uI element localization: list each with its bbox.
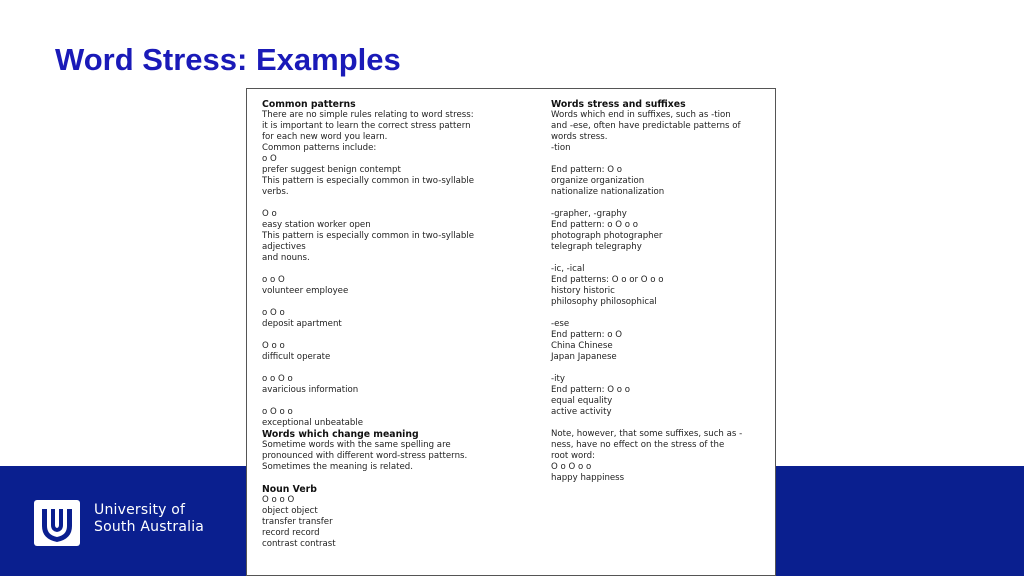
text-line: O o [262,209,277,219]
text-line: o O o o [262,407,293,417]
text-line: O o O o o [551,462,592,472]
text-line: Note, however, that some suffixes, such as - [551,429,743,439]
text-line: -ese [551,319,570,329]
slide-title: Word Stress: Examples [55,42,401,77]
text-line: organize organization [551,176,645,186]
text-line: o o O [262,275,285,285]
spacer [551,198,773,209]
university-name [94,502,204,536]
text-line: -grapher, -graphy [551,209,627,219]
spacer [262,473,532,484]
spacer [262,297,532,308]
text-line: O o o O [262,495,295,505]
text-line: volunteer employee [262,286,349,296]
text-line: prefer suggest benign contempt [262,165,401,175]
spacer [551,154,773,165]
text-line: deposit apartment [262,319,342,329]
text-line: This pattern is especially common in two-syllable [262,231,475,241]
text-line: transfer transfer [262,517,333,527]
spacer [551,418,773,429]
text-line: difficult operate [262,352,331,362]
text-line: contrast contrast [262,539,336,549]
text-line: -tion [551,143,571,153]
text-line: telegraph telegraphy [551,242,642,252]
university-name-line1: University of [94,502,186,518]
text-line: object object [262,506,318,516]
text-line: Sometime words with the same spelling are [262,440,451,450]
text-line: o O o [262,308,285,318]
text-line: Japan Japanese [551,352,617,362]
document-image [246,88,776,576]
text-line: it is important to learn the correct stress pattern [262,121,471,131]
text-line: and -ese, often have predictable patterns of [551,121,741,131]
section-heading: Words stress and suffixes [551,99,686,110]
text-line: photograph photographer [551,231,663,241]
section-heading: Common patterns [262,99,356,110]
text-line: root word: [551,451,595,461]
spacer [551,253,773,264]
text-line: End pattern: O o [551,165,623,175]
text-line: exceptional unbeatable [262,418,364,428]
text-line: Common patterns include: [262,143,377,153]
text-line: philosophy philosophical [551,297,657,307]
text-line: There are no simple rules relating to word stress: [262,110,474,120]
text-line: End pattern: o O [551,330,623,340]
university-name-line2: South Australia [94,519,205,535]
spacer [262,264,532,275]
spacer [262,330,532,341]
text-line: This pattern is especially common in two-syllable [262,176,475,186]
text-line: easy station worker open [262,220,371,230]
section-heading: Noun Verb [262,484,317,495]
text-line: happy happiness [551,473,625,483]
text-line: -ity [551,374,565,384]
text-line: record record [262,528,320,538]
document-right-column [551,99,773,484]
spacer [551,308,773,319]
text-line: Sometimes the meaning is related. [262,462,413,472]
text-line: active activity [551,407,612,417]
text-line: words stress. [551,132,608,142]
university-logo-icon [34,500,80,546]
spacer [262,198,532,209]
text-line: China Chinese [551,341,613,351]
text-line: End pattern: o O o o [551,220,638,230]
text-line: o O [262,154,277,164]
text-line: O o o [262,341,285,351]
spacer [262,363,532,374]
text-line: -ic, -ical [551,264,585,274]
text-line: and nouns. [262,253,310,263]
text-line: nationalize nationalization [551,187,665,197]
text-line: avaricious information [262,385,359,395]
text-line: End patterns: O o or O o o [551,275,664,285]
text-line: for each new word you learn. [262,132,388,142]
document-left-column [262,99,532,550]
spacer [262,396,532,407]
text-line: Words which end in suffixes, such as -tion [551,110,731,120]
text-line: adjectives [262,242,306,252]
section-heading: Words which change meaning [262,429,419,440]
text-line: End pattern: O o o [551,385,631,395]
spacer [551,363,773,374]
text-line: verbs. [262,187,289,197]
text-line: equal equality [551,396,613,406]
text-line: ness, have no effect on the stress of the [551,440,725,450]
text-line: pronounced with different word-stress patterns. [262,451,468,461]
text-line: o o O o [262,374,293,384]
text-line: history historic [551,286,615,296]
